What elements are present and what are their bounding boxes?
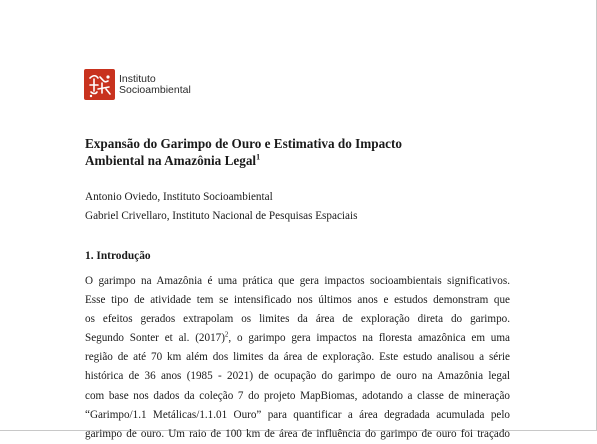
body-line-4-start: Segundo Sonter et al. (2017) <box>85 332 225 345</box>
body-line-3: os efeitos gerados extrapolam os limites da área de exploração direta do garimpo. <box>85 313 510 326</box>
title-line-2 <box>85 152 505 169</box>
body-line-5: região de até 70 km além dos limites da área de exploração. Este estudo analisou a série <box>85 351 510 364</box>
body-line-9: garimpo de ouro. Um raio de 100 km de área de influência do garimpo de ouro foi traçado <box>85 427 510 440</box>
author-2: Gabriel Crivellaro, Instituto Nacional de Pesquisas Espaciais <box>85 210 358 222</box>
title-line-1: Expansão do Garimpo de Ouro e Estimativa do Impacto <box>85 136 403 151</box>
body-line-6: histórica de 36 anos (1985 - 2021) de ocupação do garimpo de ouro na Amazônia legal <box>85 370 510 383</box>
author-1: Antonio Oviedo, Instituto Socioambiental <box>85 191 273 203</box>
footnote-mark-2: 2 <box>224 330 229 339</box>
body-line-2: Esse tipo de atividade tem se intensificado nos últimos anos e estudos demonstram que <box>85 294 510 307</box>
logo-line-2: Socioambiental <box>119 83 191 96</box>
paper-title <box>85 135 505 169</box>
title-footnote-mark: 1 <box>256 152 261 162</box>
body-line-4 <box>85 329 510 348</box>
body-line-1: O garimpo na Amazônia é uma prática que gera impactos socioambientais significativos. <box>85 275 510 287</box>
logo-text <box>119 74 191 96</box>
author-list <box>85 188 357 226</box>
institute-logo <box>84 69 191 100</box>
body-line-8: “Garimpo/1.1 Metálicas/1.1.01 Ouro” para quantificar a área degradada acumulada pelo <box>85 408 510 421</box>
section-heading: 1. Introdução <box>85 250 151 262</box>
body-paragraph <box>85 272 510 444</box>
title-line-2-text: Ambiental na Amazônia Legal <box>85 153 257 168</box>
body-line-7: com base nos dados da coleção 7 do projeto MapBiomas, adotando a classe de mineração <box>85 389 510 402</box>
body-line-4-end: , o garimpo gera impactos na floresta amazônica em uma <box>228 332 510 345</box>
isa-logo-icon <box>84 69 115 100</box>
logo-line-1: Instituto <box>119 72 156 85</box>
